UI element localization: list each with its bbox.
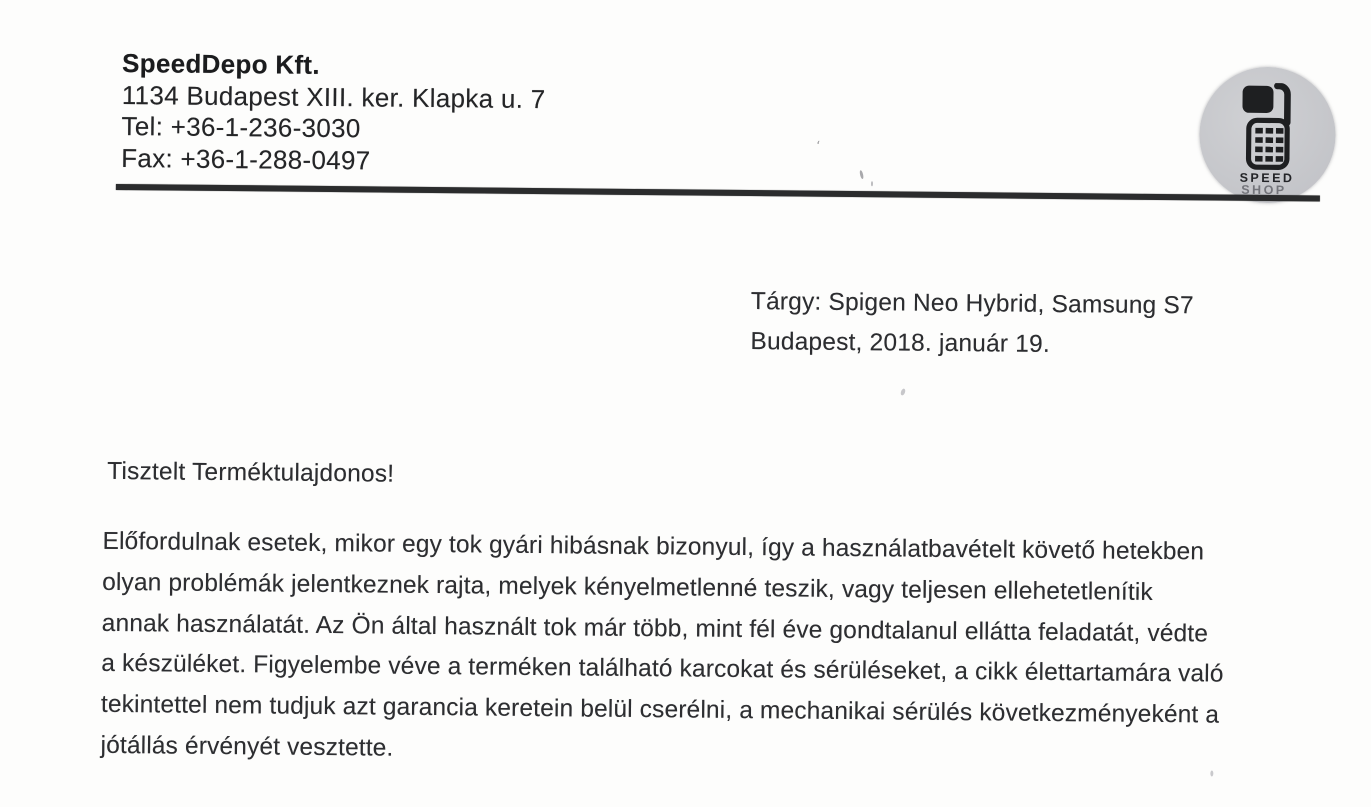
scan-speck (871, 181, 873, 186)
paragraph-line: Előfordulnak esetek, mikor egy tok gyári hibásnak bizonyul, így a használatbavételt követő hetekben (102, 527, 1205, 566)
company-address: 1134 Budapest XIII. ker. Klapka u. 7 (121, 79, 546, 114)
date-line: Budapest, 2018. január 19. (750, 328, 1051, 358)
letterhead (121, 48, 546, 178)
scan-speck (1210, 770, 1213, 776)
company-tel: Tel: +36-1-236-3030 (121, 111, 361, 144)
scan-speck (859, 170, 864, 179)
letterhead-divider-rule (116, 184, 1320, 202)
subject-line: Tárgy: Spigen Neo Hybrid, Samsung S7 (750, 288, 1194, 320)
paragraph-line: jótállás érvényét vesztette. (100, 731, 394, 762)
speedshop-logo (1199, 66, 1336, 203)
company-fax: Fax: +36-1-288-0497 (121, 142, 371, 175)
scan-speck: ʻ (813, 137, 822, 154)
paragraph-line: olyan problémák jelentkeznek rajta, melyek kényelmetlenné teszik, vagy teljesen ellehetetlenítik (102, 568, 1153, 606)
salutation: Tisztelt Terméktulajdonos! (107, 457, 395, 488)
speedshop-logo-inner (1199, 66, 1336, 203)
body-paragraph (100, 522, 1342, 779)
scan-speck (900, 388, 906, 396)
paragraph-line: tekintettel nem tudjuk azt garancia keretein belül cserélni, a mechanikai sérülés következményeként a (100, 691, 1220, 729)
subject-date-block (750, 282, 1194, 366)
logo-text-speed: SPEED (1239, 170, 1295, 186)
paragraph-line: a készüléket. Figyelembe véve a terméken található karcokat és sérüléseket, a cikk élettartamára való (101, 650, 1224, 689)
paragraph-line: annak használatát. Az Ön által használt tok már több, mint fél éve gondtalanul ellátta feladatát, védte (101, 609, 1209, 648)
company-name: SpeedDepo Kft. (121, 48, 321, 80)
logo-text-shop: SHOP (1241, 182, 1287, 198)
phone-icon (1236, 83, 1299, 172)
